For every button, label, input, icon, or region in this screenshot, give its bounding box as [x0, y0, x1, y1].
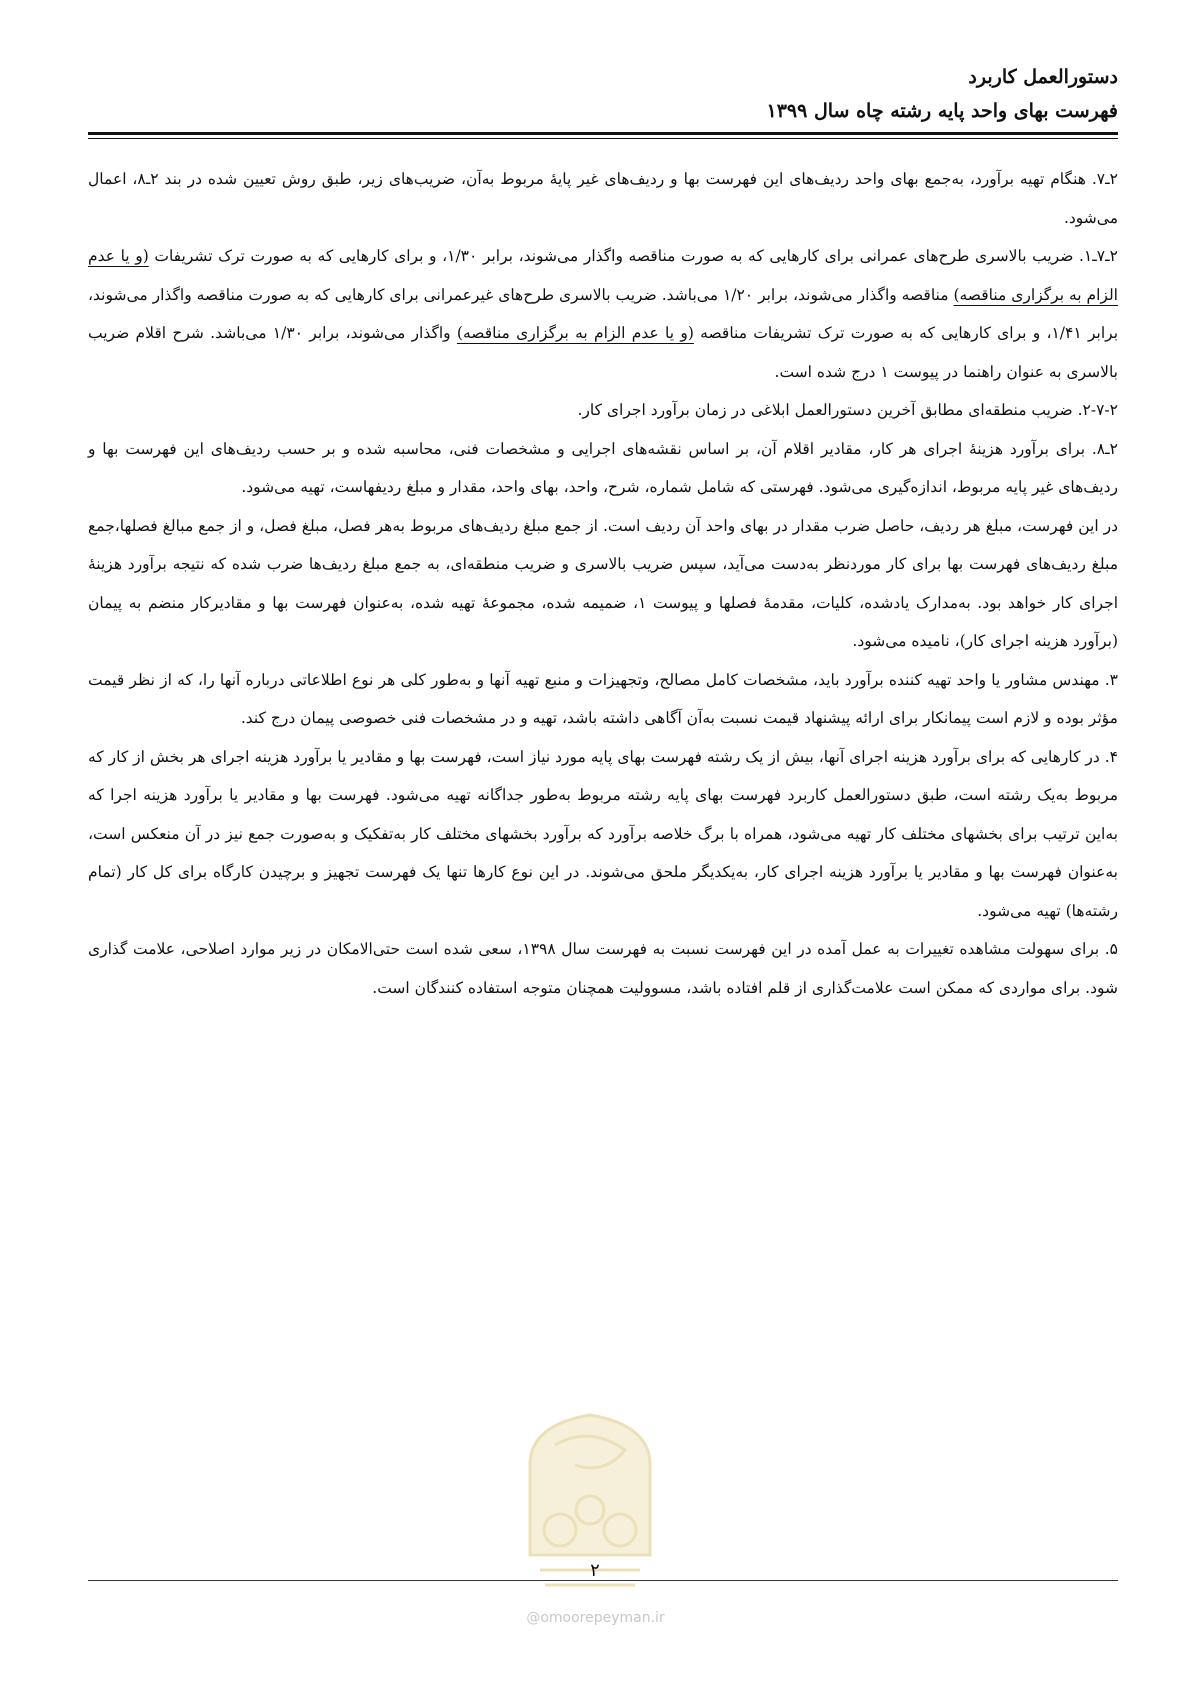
paragraph-4: ۴. در کارهایی که برای برآورد هزینه اجرای آنها، بیش از یک رشته فهرست بهای پایه مورد نیاز است، فهرست بها و مقادیر یا برآورد هزینه اجرای هر بخش از کار که مربوط به‌یک رشته است، طبق دستورالعمل کاربرد فهرست بهای پایه رشته مربوط به‌طور جداگانه تهیه می‌شود. فهرست بها و مقادیر یا برآورد هزینه اجرا که به‌این ترتیب برای بخشهای مختلف کار تهیه می‌شود، همراه با برگ خلاصه برآورد که برآورد بخشهای مختلف کار به‌تفکیک و به‌صورت جمع نیز در آن منعکس است، به‌عنوان فهرست بها و مقادیر یا برآورد هزینه اجرای کار، به‌یکدیگر ملحق می‌شوند. در این نوع کارها تنها یک فهرست تجهیز و برچیدن کارگاه برای کل کار (تمام رشته‌ها) تهیه می‌شود.	[88, 747, 1118, 920]
paragraph-3: ۳. مهندس مشاور یا واحد تهیه کننده برآورد باید، مشخصات کامل مصالح، وتجهیزات و منبع تهیه آنها و به‌طور کلی هر نوع اطلاعاتی درباره آنها را، که از نظر قیمت مؤثر بوده و لازم است پیمانکار برای ارائه پیشنهاد قیمت نسبت به‌آن آگاهی داشته باشد، تهیه و در مشخصات فنی خصوصی پیمان درج کند.	[88, 670, 1118, 727]
paragraph-2-7: ۲ـ۷. هنگام تهیه برآورد، به‌جمع بهای واحد ردیف‌های این فهرست بها و ردیف‌های غیر پایهٔ مربوط به‌آن، ضریب‌های زیر، طبق روش تعیین شده در بند ۲ـ۸، اعمال می‌شود.	[88, 170, 1118, 227]
header-subtitle: فهرست بهای واحد پایه رشته چاه سال ۱۳۹۹	[766, 100, 1118, 122]
text-run: مناقصه واگذار می‌شوند، برابر ۱/۲۰ می‌باشد. ضریب بالاسری طرح‌های غیرعمرانی برای کارهایی که به صورت مناقصه واگذار می‌شوند، برابر ۱/۴۱، و برای کارهایی که به صورت ترک تشریفات مناقصه	[88, 285, 1119, 342]
header-rule-thick	[88, 132, 1118, 135]
paragraph-list-description: در این فهرست، مبلغ هر ردیف، حاصل ضرب مقدار در بهای واحد آن ردیف است. از جمع مبلغ ردیف‌های مربوط به‌هر فصل، مبلغ فصل، و از جمع مبالغ فصلها،جمع مبلغ ردیف‌های فهرست بها برای کار موردنظر به‌دست می‌آید، سپس ضریب بالاسری و ضریب منطقه‌ای، به جمع مبلغ ردیف‌ها ضرب شده که نتیجه برآورد هزینهٔ اجرای کار خواهد بود. به‌مدارک یادشده، کلیات، مقدمهٔ فصلها و پیوست ۱، ضمیمه شده، مجموعهٔ تهیه شده، به‌عنوان فهرست بها و مقادیرکار منضم به پیمان (برآورد هزینه اجرای کار)، نامیده می‌شود.	[88, 516, 1119, 650]
paragraph-5: ۵. برای سهولت مشاهده تغییرات به عمل آمده در این فهرست نسبت به فهرست سال ۱۳۹۸، سعی شده است حتی‌الامکان در زیر موارد اصلاحی، علامت گذاری شود. برای مواردی که ممکن است علامت‌گذاری از قلم افتاده باشد، مسوولیت همچنان متوجه استفاده کنندگان است.	[88, 940, 1118, 997]
document-body	[88, 160, 1118, 1007]
text-run: واگذار می‌شوند، برابر ۱/۳۰ می‌باشد. شرح اقلام ضریب بالاسری به عنوان راهنما در پیوست ۱ درج شده است.	[88, 324, 1118, 381]
watermark-site-link: @omoorepeyman.ir	[526, 1610, 665, 1626]
page-number: ۲	[590, 1560, 600, 1581]
paragraph-2-7-2: ۲-۷-۲. ضریب منطقه‌ای مطابق آخرین دستورالعمل ابلاغی در زمان برآورد اجرای کار.	[577, 401, 1118, 419]
paragraph-2-7-1	[88, 237, 1118, 391]
footer-rule	[88, 1580, 1118, 1581]
header-title: دستورالعمل کاربرد	[968, 66, 1118, 88]
document-header	[88, 60, 1118, 128]
paragraph-2-8: ۲ـ۸. برای برآورد هزینهٔ اجرای هر کار، مقادیر اقلام آن، بر اساس نقشه‌های اجرایی و مشخصات فنی، محاسبه شده و بر حسب ردیف‌های این فهرست بها و ردیف‌های غیر پایه مربوط، اندازه‌گیری می‌شود. فهرستی که شامل شماره، شرح، واحد، بهای واحد، مقدار و مبلغ ردیفهاست، تهیه می‌شود.	[88, 439, 1118, 496]
header-rule-thin	[88, 138, 1118, 139]
underlined-text: (و یا عدم الزام به برگزاری مناقصه)	[456, 324, 694, 342]
underlined-text: (و یا عدم الزام به برگزاری مناقصه)	[88, 247, 1118, 304]
text-run: ۲ـ۷ـ۱. ضریب بالاسری طرح‌های عمرانی برای کارهایی که به صورت مناقصه واگذار می‌شوند، برابر ۱/۳۰، و برای کارهایی که به صورت ترک تشریفات	[148, 247, 1118, 265]
